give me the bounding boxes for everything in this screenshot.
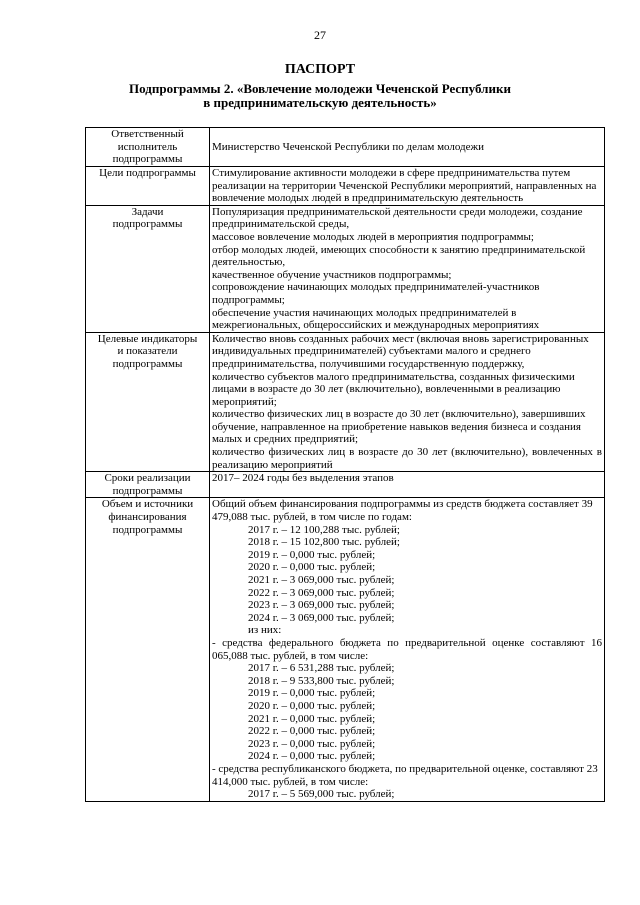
row-terms bbox=[86, 472, 605, 498]
finance-year-total: 2019 г. – 0,000 тыс. рублей; bbox=[248, 548, 376, 561]
finance-year-total: 2023 г. – 3 069,000 тыс. рублей; bbox=[248, 599, 395, 612]
task-item: качественное обучение участников подпрограммы; bbox=[212, 268, 452, 281]
label-line: подпрограммы bbox=[112, 153, 183, 166]
finance-intro: Общий объем финансирования подпрограммы из средств бюджета составляет 39 479,088 тыс. рублей, в том числе по годам: bbox=[212, 498, 593, 524]
row-indicators bbox=[86, 332, 605, 472]
subtitle-line: в предпринимательскую деятельность» bbox=[203, 95, 437, 110]
label-line: Сроки реализации bbox=[104, 472, 191, 485]
finance-year-republic: 2017 г. – 5 569,000 тыс. рублей; bbox=[248, 788, 395, 801]
label-line: финансирования bbox=[108, 511, 187, 524]
finance-year-federal: 2024 г. – 0,000 тыс. рублей; bbox=[248, 750, 376, 763]
indicator-item: количество физических лиц в возрасте до 30 лет (включительно), вовлеченных в реализацию мероприятий bbox=[212, 446, 602, 471]
document-subtitle bbox=[60, 82, 580, 110]
value-responsible: Министерство Чеченской Республики по делам молодежи bbox=[210, 128, 605, 167]
finance-year-federal: 2022 г. – 0,000 тыс. рублей; bbox=[248, 725, 376, 738]
label-line: и показатели bbox=[117, 345, 178, 358]
label-line: Задачи bbox=[131, 205, 164, 218]
task-item: массовое вовлечение молодых людей в мероприятия подпрограммы; bbox=[212, 230, 534, 243]
finance-federal-intro: - средства федерального бюджета по предварительной оценке составляют 16 065,088 тыс. рублей, в том числе: bbox=[212, 636, 602, 662]
row-finance bbox=[86, 498, 605, 801]
finance-year-federal: 2023 г. – 0,000 тыс. рублей; bbox=[248, 737, 376, 750]
subtitle-line: Подпрограммы 2. «Вовлечение молодежи Чеченской Республики bbox=[129, 81, 511, 96]
finance-year-total: 2020 г. – 0,000 тыс. рублей; bbox=[248, 561, 376, 574]
finance-year-total: 2021 г. – 3 069,000 тыс. рублей; bbox=[248, 574, 395, 586]
document-title: ПАСПОРТ bbox=[284, 62, 356, 77]
finance-year-total: 2022 г. – 3 069,000 тыс. рублей; bbox=[248, 586, 395, 599]
indicator-item: количество субъектов малого предпринимательства, созданных физическими лицами в возрасте до 30 лет (включительно), вовлеченными в реализацию мероприятий; bbox=[212, 370, 575, 408]
finance-of-which: из них: bbox=[248, 624, 282, 637]
row-tasks bbox=[86, 205, 605, 332]
label-line: Целевые индикаторы bbox=[97, 332, 198, 345]
row-responsible bbox=[86, 128, 605, 167]
passport-table bbox=[85, 127, 605, 802]
value-terms: 2017– 2024 годы без выделения этапов bbox=[210, 472, 605, 498]
label-tasks bbox=[86, 205, 210, 332]
task-item: отбор молодых людей, имеющих способности к занятию предпринимательской деятельностью, bbox=[212, 243, 586, 269]
label-line: Ответственный bbox=[111, 128, 184, 141]
finance-year-federal: 2021 г. – 0,000 тыс. рублей; bbox=[248, 712, 376, 725]
finance-year-federal: 2017 г. – 6 531,288 тыс. рублей; bbox=[248, 662, 395, 675]
page-number: 27 bbox=[314, 28, 326, 42]
value-tasks bbox=[210, 205, 605, 332]
indicator-item: Количество вновь созданных рабочих мест (включая вновь зарегистрированных индивидуальных предпринимателей) субъектами малого и среднего предпринимательства, получившими государственную поддержку, bbox=[212, 332, 589, 370]
finance-republic-intro: - средства республиканского бюджета, по предварительной оценке, составляют 23 414,000 тыс. рублей, в том числе: bbox=[212, 762, 598, 788]
finance-year-total: 2024 г. – 3 069,000 тыс. рублей; bbox=[248, 611, 395, 624]
finance-year-federal: 2019 г. – 0,000 тыс. рублей; bbox=[248, 687, 376, 700]
row-goals bbox=[86, 167, 605, 206]
label-responsible bbox=[86, 128, 210, 167]
label-line: исполнитель bbox=[117, 140, 178, 153]
value-finance bbox=[210, 498, 605, 801]
label-line: Объем и источники bbox=[101, 498, 194, 511]
label-line: подпрограммы bbox=[112, 218, 183, 231]
label-goals: Цели подпрограммы bbox=[86, 167, 210, 206]
label-line: подпрограммы bbox=[112, 357, 183, 370]
task-item: обеспечение участия начинающих молодых предпринимателей в межрегиональных, общероссийских и международных мероприятиях bbox=[212, 306, 540, 332]
indicator-item: количество физических лиц в возрасте до 30 лет (включительно), завершивших обучение, направленное на приобретение навыков ведения бизнеса и создания малых и средних предприятий; bbox=[212, 408, 586, 446]
finance-year-total: 2017 г. – 12 100,288 тыс. рублей; bbox=[248, 523, 400, 536]
label-line: подпрограммы bbox=[112, 484, 183, 497]
label-terms bbox=[86, 472, 210, 498]
finance-year-federal: 2018 г. – 9 533,800 тыс. рублей; bbox=[248, 674, 395, 687]
value-goals: Стимулирование активности молодежи в сфере предпринимательства путем реализации на территории Чеченской Республики мероприятий, направленных на вовлечение молодых людей в предпринимательскую деятельность bbox=[210, 167, 605, 206]
task-item: сопровождение начинающих молодых предпринимателей-участников подпрограммы; bbox=[212, 281, 540, 306]
value-indicators bbox=[210, 332, 605, 472]
task-item: Популяризация предпринимательской деятельности среди молодежи, создание предпринимательской среды, bbox=[212, 205, 583, 231]
finance-year-federal: 2020 г. – 0,000 тыс. рублей; bbox=[248, 699, 376, 712]
label-line: подпрограммы bbox=[112, 523, 183, 536]
label-finance bbox=[86, 498, 210, 801]
finance-year-total: 2018 г. – 15 102,800 тыс. рублей; bbox=[248, 536, 400, 549]
label-indicators bbox=[86, 332, 210, 472]
